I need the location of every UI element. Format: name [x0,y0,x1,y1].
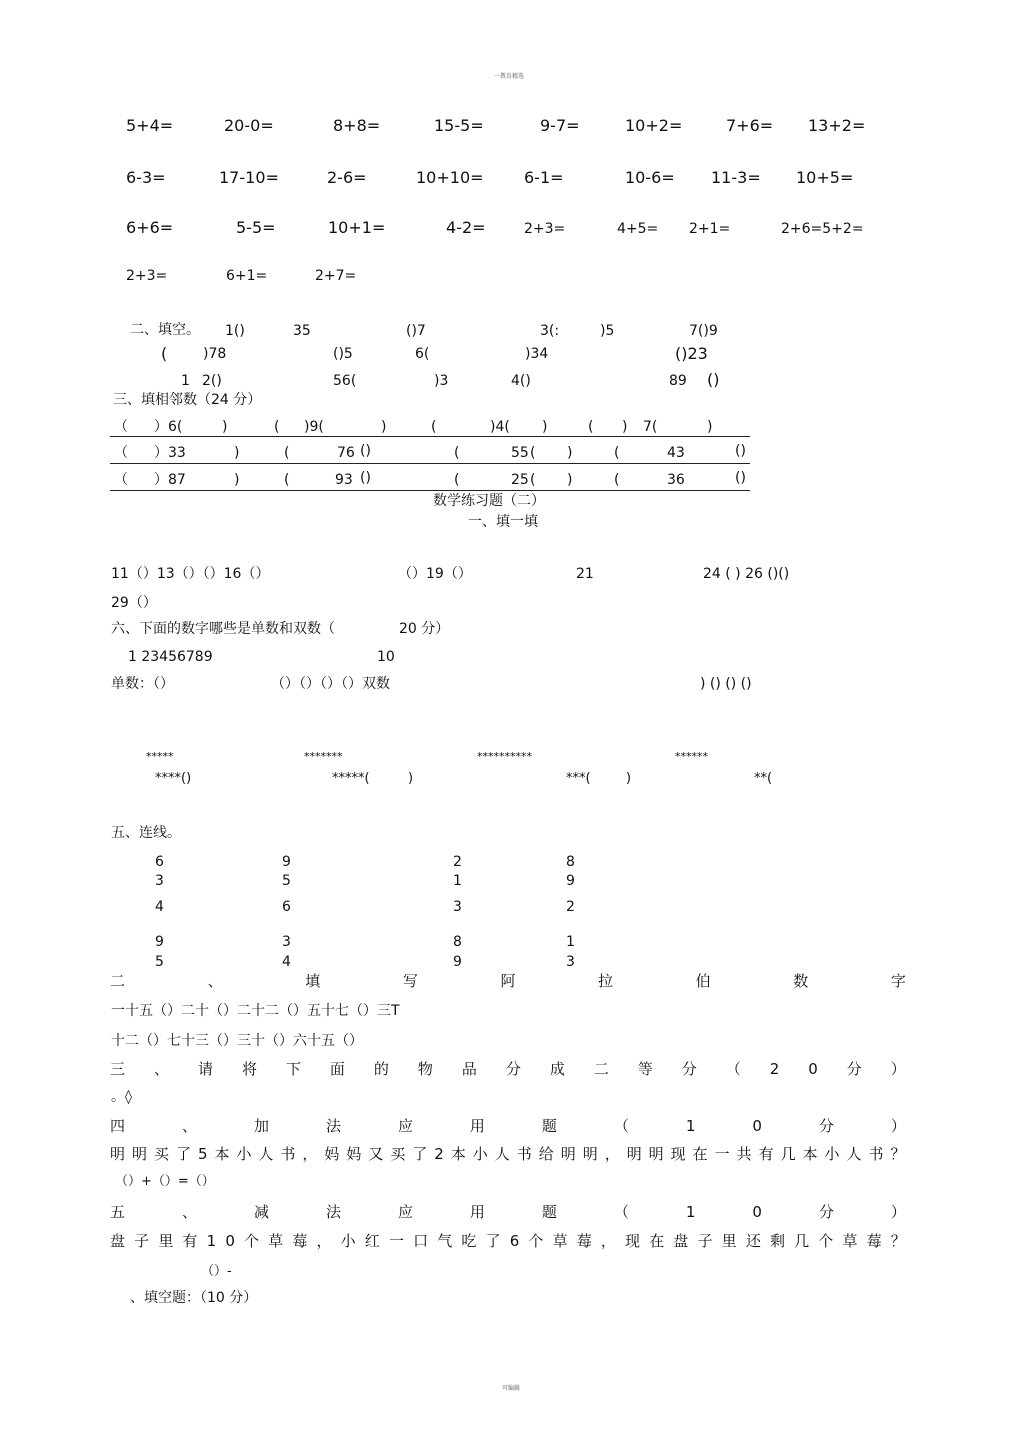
fill-item: ( [161,344,168,363]
oral-item: 11-3= [711,168,761,187]
neighbor-cell: )4( [490,419,510,435]
sequence-line: 21 [576,566,594,582]
divide-tail: 。◊ [111,1089,132,1105]
numbers-list: 10 [377,649,395,665]
match-number: 2 [566,899,575,915]
neighbor-cell: ( [614,472,620,488]
match-number: 6 [155,854,164,870]
neighbor-cell: 43 [667,445,685,461]
fill-item: ()23 [675,344,708,363]
neighbor-cell: ) [222,419,228,435]
neighbor-cell: ( [431,419,437,435]
neighbor-cell: ) [234,445,240,461]
neighbor-cell: 36 [667,472,685,488]
neighbor-cell: ( [274,419,280,435]
addition-problem: 明 明 买 了 5 本 小 人 书 ， 妈 妈 又 买 了 2 本 小 人 书 给 明 明 ， 明 明 现 在 一 共 有 几 本 小 人 书 ？ [110,1145,906,1163]
section-title: 一、填一填 [468,514,538,530]
arabic-line: 一十五（）二十（）二十二（）五十七（）三T [111,1003,400,1019]
match-number: 9 [282,854,291,870]
oral-item: 6-3= [126,168,166,187]
match-number: 8 [566,854,575,870]
neighbor-cell: ) [542,419,548,435]
exercise-title: 数学练习题（二） [433,493,545,509]
sequence-line: 24 ( ) 26 ()() [703,566,790,582]
neighbor-cell: 55 [511,445,529,461]
oral-item: 9-7= [540,116,580,135]
fill-item: 1 [181,373,190,389]
fill-item: )34 [525,346,549,362]
page-footer: 可编辑 [502,1385,521,1392]
oral-item: 8+8= [333,116,381,135]
fill-item: 2() [202,373,222,389]
oral-item: 2+3= [524,221,566,237]
match-number: 5 [282,873,291,889]
stars-blank: *****( [332,771,370,786]
neighbor-cell: ) [707,419,713,435]
neighbor-cell: （ [114,445,128,461]
oral-item: 2+6=5+2= [781,221,864,237]
fill-item: () [707,370,720,389]
neighbor-cell: ( [454,472,460,488]
match-number: 9 [453,954,462,970]
neighbor-cell: ( [454,445,460,461]
fill-item: )5 [600,323,615,339]
oral-item: 2+1= [689,221,731,237]
neighbor-cell: （ [114,472,128,488]
oral-item: 4-2= [446,218,486,237]
oral-item: 13+2= [808,116,866,135]
oral-item: 20-0= [224,116,274,135]
oral-item: 10-6= [625,168,675,187]
addition-formula: （）+（）=（） [115,1174,215,1189]
neighbor-cell: ) [567,445,573,461]
stars: ******* [304,750,343,763]
sequence-line: （）19（） [398,566,472,582]
neighbors-title: 三、填相邻数（24 分） [113,392,262,408]
match-number: 5 [155,954,164,970]
fill-item: )3 [434,373,449,389]
stars-blank: ****() [155,771,192,786]
neighbor-cell: () [735,443,746,459]
addition-heading: 四 、 加 法 应 用 题 （ 1 0 分 ） [110,1117,906,1135]
match-number: 1 [453,873,462,889]
neighbor-cell: )9( [304,419,324,435]
neighbor-cell: ) [567,472,573,488]
fill-title: 二、填空。 [130,322,200,338]
neighbor-cell: ）6( [154,419,183,435]
oral-item: 17-10= [219,168,279,187]
match-number: 9 [155,934,164,950]
fill-item: 56( [333,373,357,389]
stars-blank: ) [626,771,632,786]
last-section-title: 、填空题：（10 分） [130,1290,258,1306]
neighbor-cell: ( [588,419,594,435]
oral-item: 6-1= [524,168,564,187]
match-number: 3 [155,873,164,889]
arabic-line: 十二（）七十三（）三十（）六十五（） [111,1033,363,1049]
neighbor-cell: ( [614,445,620,461]
neighbor-cell: 76 [337,445,355,461]
match-number: 2 [453,854,462,870]
neighbor-cell: ) [234,472,240,488]
odd-even-blanks: （）（）（）（）双数 [271,676,390,692]
match-number: 6 [282,899,291,915]
oral-item: 2+7= [315,268,357,284]
stars: ****** [675,750,708,763]
stars-blank: **( [754,771,773,786]
oral-item: 10+5= [796,168,854,187]
neighbor-cell: () [735,470,746,486]
neighbor-cell: ）33 [154,445,186,461]
match-number: 3 [282,934,291,950]
match-number: 9 [566,873,575,889]
neighbor-cell: ( [284,445,290,461]
fill-item: 7()9 [689,323,718,339]
oral-item: 4+5= [617,221,659,237]
oral-item: 7+6= [726,116,774,135]
match-number: 4 [282,954,291,970]
oral-item: 15-5= [434,116,484,135]
neighbor-cell: ( [530,472,536,488]
subtraction-formula: （）- [201,1264,232,1279]
stars: ***** [146,750,174,763]
oral-item: 10+10= [416,168,484,187]
oral-item: 10+2= [625,116,683,135]
neighbor-cell: ( [530,445,536,461]
match-number: 1 [566,934,575,950]
sequence-line: 29（） [111,595,157,611]
subtraction-problem: 盘 子 里 有 1 0 个 草 莓 ， 小 红 一 口 气 吃 了 6 个 草 莓 ， 现 在 盘 子 里 还 剩 几 个 草 莓 ？ [110,1232,906,1250]
section-title: 五、连线。 [111,825,181,841]
neighbor-cell: 7( [643,419,658,435]
neighbor-cell: 25 [511,472,529,488]
table-rule [110,490,750,491]
fill-item: 35 [293,323,311,339]
oral-item: 6+1= [226,268,268,284]
oral-item: 5+4= [126,116,174,135]
neighbor-cell: () [360,443,371,459]
section-title: 六、下面的数字哪些是单数和双数（ [111,621,335,637]
match-number: 4 [155,899,164,915]
even-blanks: ) () () () [700,676,752,692]
fill-item: 4() [511,373,531,389]
stars: ********** [477,750,532,763]
neighbor-cell: ( [284,472,290,488]
fill-item: )78 [203,346,227,362]
fill-item: 1() [225,323,245,339]
divide-heading: 三 、 请 将 下 面 的 物 品 分 成 二 等 分 （ 2 0 分 ） [110,1060,906,1078]
subtraction-heading: 五 、 减 法 应 用 题 （ 1 0 分 ） [110,1203,906,1221]
sequence-line: 11（）13（）（）16（） [111,566,270,582]
neighbor-cell: （ [114,419,128,435]
fill-item: 3(: [540,323,560,339]
neighbor-cell: 93 [335,472,353,488]
fill-item: 6( [415,346,430,362]
neighbor-cell: () [360,470,371,486]
oral-item: 2+3= [126,268,168,284]
table-rule [110,436,750,437]
match-number: 8 [453,934,462,950]
fill-item: 89 [669,373,687,389]
stars-blank: ) [408,771,414,786]
fill-item: ()5 [333,346,353,362]
oral-item: 6+6= [126,218,174,237]
stars-blank: ***( [566,771,591,786]
page-header: 一教育精选 [494,73,525,80]
numbers-list: 1 23456789 [128,649,213,665]
table-rule [110,463,750,464]
oral-item: 10+1= [328,218,386,237]
section-points: 20 分） [399,621,450,637]
match-number: 3 [453,899,462,915]
fill-item: ()7 [406,323,426,339]
odd-label: 单数：（） [111,676,174,692]
arabic-heading: 二 、 填 写 阿 拉 伯 数 字 [110,972,906,990]
match-number: 3 [566,954,575,970]
neighbor-cell: ) [622,419,628,435]
neighbor-cell: ）87 [154,472,186,488]
oral-item: 2-6= [327,168,367,187]
neighbor-cell: ) [381,419,387,435]
oral-item: 5-5= [236,218,276,237]
